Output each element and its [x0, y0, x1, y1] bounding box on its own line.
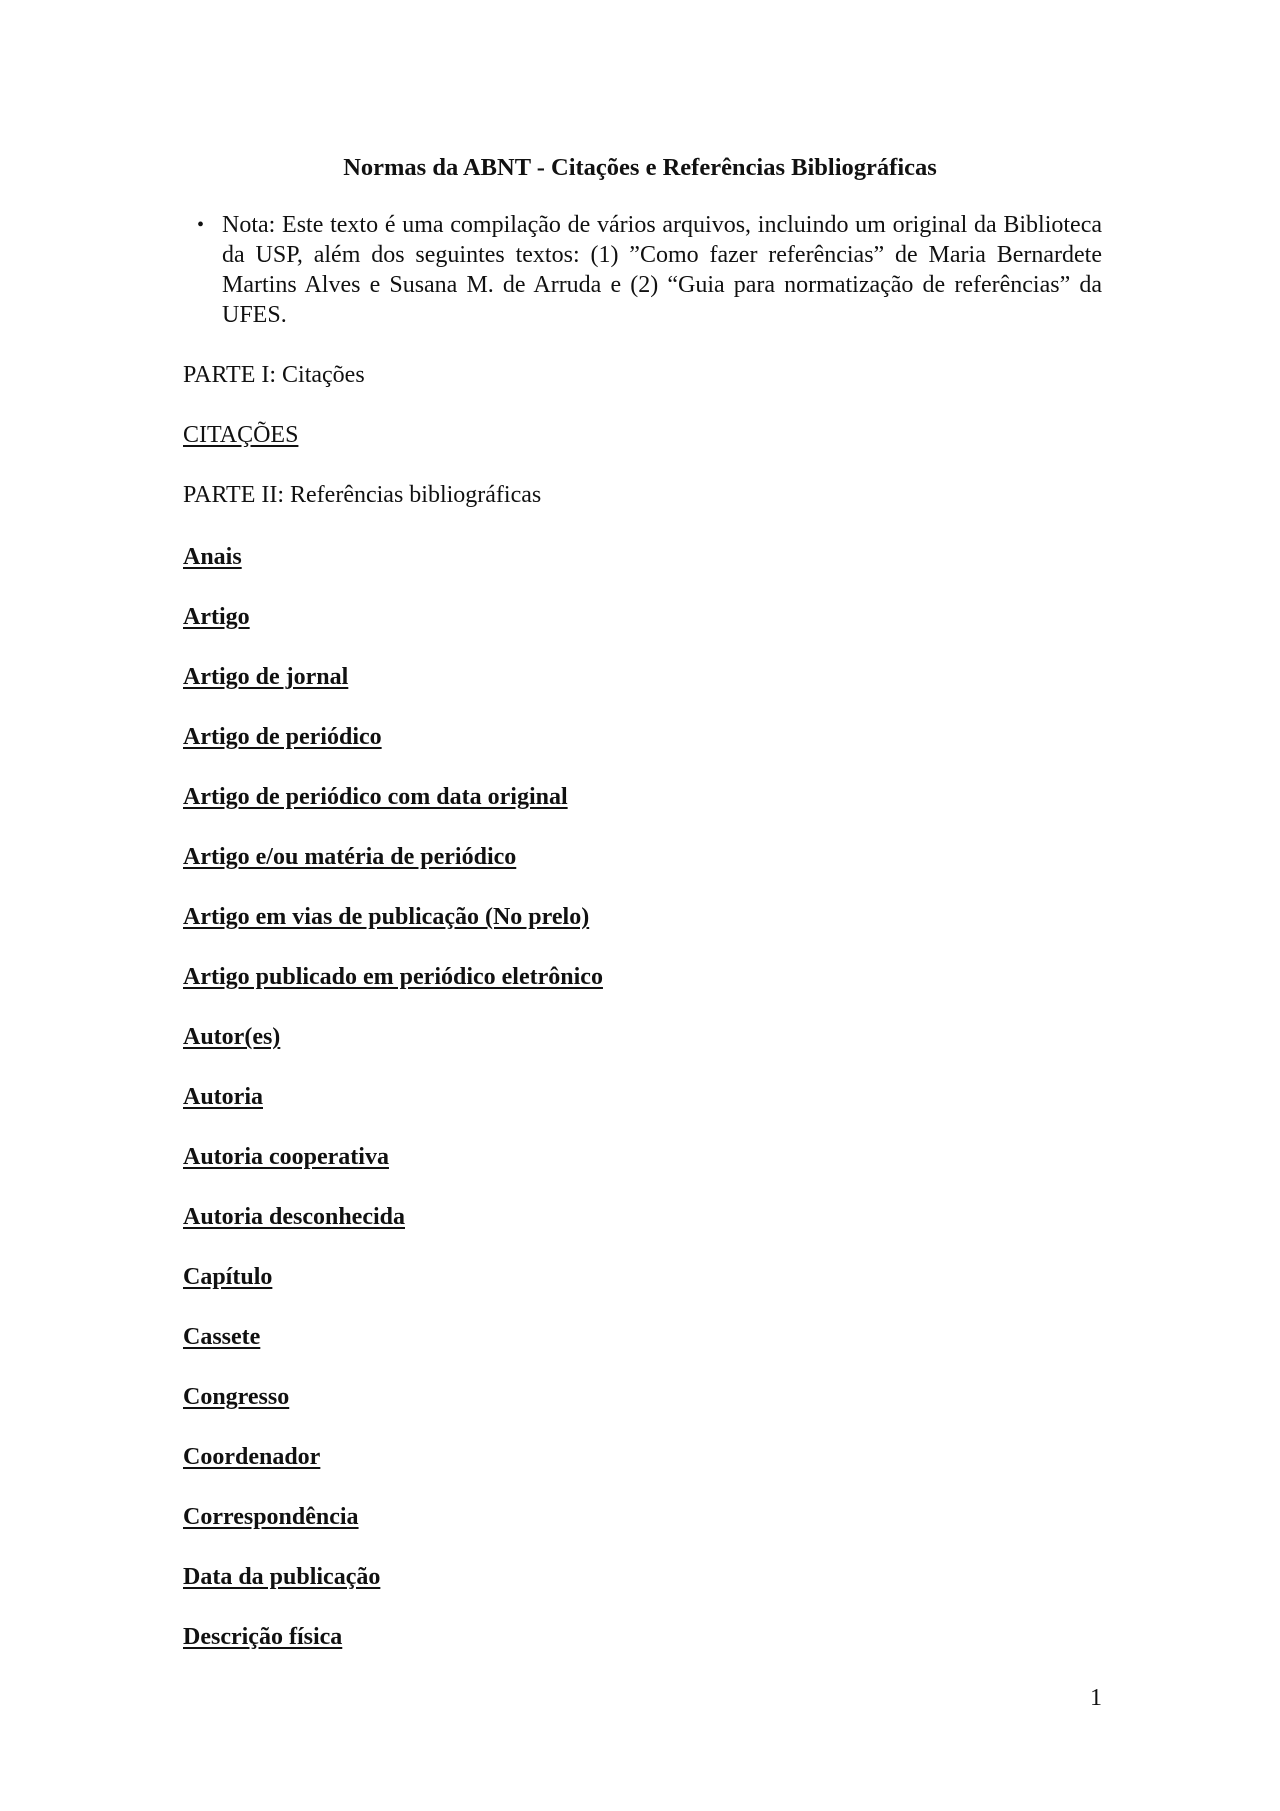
- page-title: Normas da ABNT - Citações e Referências Bibliográficas: [343, 154, 937, 181]
- list-item: [183, 1382, 603, 1442]
- entry-link-anais[interactable]: Anais: [183, 544, 242, 570]
- list-item: [183, 1202, 603, 1262]
- reference-entry-list: [183, 542, 603, 1682]
- entry-link-artigo-de-jornal[interactable]: Artigo de jornal: [183, 664, 349, 690]
- entry-link-capitulo[interactable]: Capítulo: [183, 1264, 273, 1290]
- list-item: [183, 602, 603, 662]
- entry-link-congresso[interactable]: Congresso: [183, 1384, 290, 1410]
- entry-link-descricao-fisica[interactable]: Descrição física: [183, 1624, 343, 1650]
- list-item: [183, 902, 603, 962]
- list-item: [183, 782, 603, 842]
- list-item: [183, 1502, 603, 1562]
- entry-link-correspondencia[interactable]: Correspondência: [183, 1504, 359, 1530]
- list-item: [183, 1322, 603, 1382]
- list-item: [183, 662, 603, 722]
- bullet-icon: •: [197, 214, 205, 236]
- list-item: [183, 1562, 603, 1622]
- entry-link-artigo-de-periodico[interactable]: Artigo de periódico: [183, 724, 382, 750]
- part-one-heading: PARTE I: Citações: [183, 362, 365, 388]
- entry-link-autoria-cooperativa[interactable]: Autoria cooperativa: [183, 1144, 389, 1170]
- list-item: [183, 1082, 603, 1142]
- list-item: [183, 962, 603, 1022]
- entry-link-artigo-periodico-eletronico[interactable]: Artigo publicado em periódico eletrônico: [183, 964, 603, 990]
- list-item: [183, 842, 603, 902]
- note-text: Nota: Este texto é uma compilação de vários arquivos, incluindo um original da Biblioteca da USP, além dos seguintes textos: (1) ”Como fazer referências” de Maria Bernardete Martins Alves e Susana M. de Arruda e (2) “Guia para normatização de referências” da UFES.: [222, 212, 1102, 328]
- entry-link-cassete[interactable]: Cassete: [183, 1324, 261, 1350]
- entry-link-data-da-publicacao[interactable]: Data da publicação: [183, 1564, 381, 1590]
- entry-link-autores[interactable]: Autor(es): [183, 1024, 281, 1050]
- citacoes-link[interactable]: CITAÇÕES: [183, 422, 299, 448]
- part-two-heading: PARTE II: Referências bibliográficas: [183, 482, 542, 508]
- citacoes-link-row: [183, 420, 298, 450]
- list-item: [183, 1022, 603, 1082]
- page-number: 1: [1090, 1685, 1102, 1711]
- list-item: [183, 1442, 603, 1502]
- entry-link-artigo-no-prelo[interactable]: Artigo em vias de publicação (No prelo): [183, 904, 590, 930]
- list-item: [183, 542, 603, 602]
- list-item: [183, 1142, 603, 1202]
- list-item: [183, 1262, 603, 1322]
- list-item: [183, 722, 603, 782]
- list-item: [183, 1622, 603, 1682]
- entry-link-artigo[interactable]: Artigo: [183, 604, 250, 630]
- entry-link-artigo-materia-periodico[interactable]: Artigo e/ou matéria de periódico: [183, 844, 517, 870]
- entry-link-artigo-de-periodico-data-original[interactable]: Artigo de periódico com data original: [183, 784, 568, 810]
- entry-link-coordenador[interactable]: Coordenador: [183, 1444, 321, 1470]
- entry-link-autoria-desconhecida[interactable]: Autoria desconhecida: [183, 1204, 405, 1230]
- note-paragraph: [197, 210, 1102, 330]
- entry-link-autoria[interactable]: Autoria: [183, 1084, 263, 1110]
